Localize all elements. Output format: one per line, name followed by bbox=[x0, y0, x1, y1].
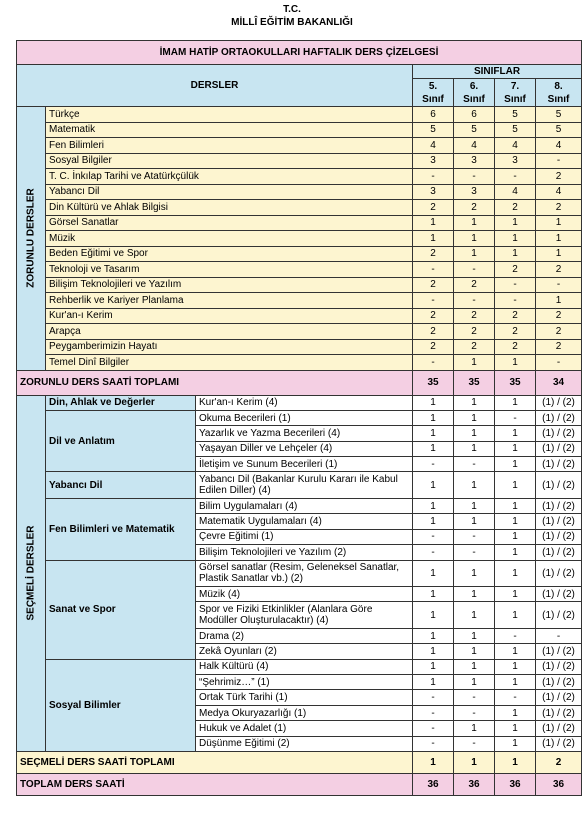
grade-value: 1 bbox=[454, 560, 495, 587]
grade-value: 3 bbox=[454, 153, 495, 169]
grade-value: 1 bbox=[413, 426, 454, 441]
grade-value: 4 bbox=[495, 184, 536, 200]
grade-value: - bbox=[495, 169, 536, 185]
table-row bbox=[17, 293, 582, 309]
grade-value: (1) / (2) bbox=[536, 705, 582, 720]
grade-value: - bbox=[495, 690, 536, 705]
grade-value: - bbox=[536, 153, 582, 169]
grade-value: - bbox=[536, 355, 582, 371]
grade-value: 1 bbox=[536, 246, 582, 262]
grade-value: - bbox=[413, 355, 454, 371]
elective-course-name: Müzik (4) bbox=[196, 587, 413, 602]
grade-value: - bbox=[536, 277, 582, 293]
course-name: Temel Dinî Bilgiler bbox=[46, 355, 413, 371]
grade-value: 5 bbox=[495, 122, 536, 138]
zorunlu-total-row bbox=[17, 370, 582, 395]
table-row bbox=[17, 153, 582, 169]
grade-value: 1 bbox=[454, 231, 495, 247]
grade-value: 1 bbox=[454, 675, 495, 690]
grade-value: 1 bbox=[495, 587, 536, 602]
grade-value: (1) / (2) bbox=[536, 441, 582, 456]
grade-value: 2 bbox=[536, 200, 582, 216]
table-row bbox=[17, 122, 582, 138]
course-name: Müzik bbox=[46, 231, 413, 247]
grade-value: 1 bbox=[495, 231, 536, 247]
grade-value: 2 bbox=[454, 339, 495, 355]
grade-value: (1) / (2) bbox=[536, 690, 582, 705]
grade-value: 2 bbox=[536, 169, 582, 185]
elective-course-name: Yaşayan Diller ve Lehçeler (4) bbox=[196, 441, 413, 456]
elective-course-name: Bilişim Teknolojileri ve Yazılım (2) bbox=[196, 545, 413, 560]
grade-value: 1 bbox=[454, 721, 495, 736]
secmeli-total-label: SEÇMELİ DERS SAATİ TOPLAMI bbox=[17, 752, 413, 774]
grade-value: (1) / (2) bbox=[536, 736, 582, 751]
grade-value: 1 bbox=[454, 410, 495, 425]
grade-value: - bbox=[454, 736, 495, 751]
grand-total-label: TOPLAM DERS SAATİ bbox=[17, 774, 413, 796]
table-row bbox=[17, 107, 582, 123]
grade-6-header bbox=[454, 79, 495, 107]
grade-value: 1 bbox=[413, 644, 454, 659]
elective-course-name: Çevre Eğitimi (1) bbox=[196, 529, 413, 544]
grade-value: (1) / (2) bbox=[536, 395, 582, 410]
category-label: Fen Bilimleri ve Matematik bbox=[46, 498, 196, 560]
course-name: Yabancı Dil bbox=[46, 184, 413, 200]
course-name: Din Kültürü ve Ahlak Bilgisi bbox=[46, 200, 413, 216]
grade-value: 1 bbox=[495, 395, 536, 410]
elective-course-name: Bilim Uygulamaları (4) bbox=[196, 498, 413, 513]
table-row bbox=[17, 308, 582, 324]
grade-value: 1 bbox=[413, 587, 454, 602]
grade-value: 1 bbox=[413, 215, 454, 231]
grade-value: - bbox=[413, 736, 454, 751]
grade-num: 7. bbox=[510, 80, 520, 92]
grade-value: (1) / (2) bbox=[536, 426, 582, 441]
grade-value: - bbox=[495, 410, 536, 425]
zorunlu-section-label bbox=[17, 107, 46, 371]
grade-value: 1 bbox=[413, 231, 454, 247]
secmeli-total-value: 2 bbox=[536, 752, 582, 774]
grade-value: 1 bbox=[454, 587, 495, 602]
grade-value: 1 bbox=[454, 246, 495, 262]
grade-value: 1 bbox=[413, 514, 454, 529]
grand-total-value: 36 bbox=[413, 774, 454, 796]
grade-8-header bbox=[536, 79, 582, 107]
category-label: Sanat ve Spor bbox=[46, 560, 196, 659]
grade-value: 1 bbox=[495, 529, 536, 544]
table-row bbox=[17, 355, 582, 371]
elective-course-name: “Şehrimiz…” (1) bbox=[196, 675, 413, 690]
grade-value: 1 bbox=[495, 246, 536, 262]
schedule-table bbox=[16, 40, 582, 796]
grade-label: Sınıf bbox=[547, 93, 570, 105]
grade-value: 1 bbox=[495, 736, 536, 751]
title-row bbox=[17, 41, 582, 65]
grade-value: 1 bbox=[413, 441, 454, 456]
grade-value: 1 bbox=[495, 457, 536, 472]
grade-value: 2 bbox=[413, 308, 454, 324]
elective-course-name: Matematik Uygulamaları (4) bbox=[196, 514, 413, 529]
category-label: Dil ve Anlatım bbox=[46, 410, 196, 472]
course-name: Arapça bbox=[46, 324, 413, 340]
course-name: Bilişim Teknolojileri ve Yazılım bbox=[46, 277, 413, 293]
grade-value: 2 bbox=[536, 339, 582, 355]
grade-value: - bbox=[413, 545, 454, 560]
grade-value: 1 bbox=[454, 659, 495, 674]
grade-value: 1 bbox=[413, 472, 454, 499]
grade-value: 1 bbox=[536, 231, 582, 247]
grade-value: - bbox=[454, 262, 495, 278]
grade-value: 4 bbox=[495, 138, 536, 154]
grade-value: (1) / (2) bbox=[536, 675, 582, 690]
table-row bbox=[17, 262, 582, 278]
elective-course-name: Düşünme Eğitimi (2) bbox=[196, 736, 413, 751]
grade-value: 1 bbox=[454, 628, 495, 643]
grade-value: 1 bbox=[495, 426, 536, 441]
course-name: Kur'an-ı Kerim bbox=[46, 308, 413, 324]
header-ministry: MİLLÎ EĞİTİM BAKANLIĞI bbox=[231, 17, 353, 28]
grade-value: 1 bbox=[495, 545, 536, 560]
grade-value: 1 bbox=[454, 395, 495, 410]
elective-course-name: Görsel sanatlar (Resim, Geleneksel Sanatlar, Plastik Sanatlar vb.) (2) bbox=[196, 560, 413, 587]
grade-value: 1 bbox=[495, 659, 536, 674]
header-row-1 bbox=[17, 65, 582, 79]
elective-course-name: İletişim ve Sunum Becerileri (1) bbox=[196, 457, 413, 472]
grade-value: - bbox=[413, 262, 454, 278]
grade-value: 1 bbox=[536, 215, 582, 231]
table-row bbox=[17, 324, 582, 340]
grand-total-row bbox=[17, 774, 582, 796]
grade-value: 1 bbox=[454, 602, 495, 629]
table-row bbox=[17, 339, 582, 355]
course-name: Sosyal Bilgiler bbox=[46, 153, 413, 169]
grade-value: 1 bbox=[495, 441, 536, 456]
grade-value: - bbox=[454, 545, 495, 560]
grade-value: 1 bbox=[495, 705, 536, 720]
dersler-header: DERSLER bbox=[17, 65, 413, 107]
course-name: Beden Eğitimi ve Spor bbox=[46, 246, 413, 262]
grade-value: 1 bbox=[495, 560, 536, 587]
elective-course-name: Drama (2) bbox=[196, 628, 413, 643]
grade-value: - bbox=[454, 529, 495, 544]
grade-value: 2 bbox=[454, 200, 495, 216]
grade-value: (1) / (2) bbox=[536, 457, 582, 472]
grade-value: 1 bbox=[454, 441, 495, 456]
grade-value: 4 bbox=[413, 138, 454, 154]
grade-value: 1 bbox=[454, 426, 495, 441]
grade-value: 1 bbox=[413, 410, 454, 425]
grade-value: - bbox=[454, 690, 495, 705]
secmeli-total-value: 1 bbox=[454, 752, 495, 774]
elective-course-name: Kur'an-ı Kerim (4) bbox=[196, 395, 413, 410]
grade-value: (1) / (2) bbox=[536, 721, 582, 736]
grade-value: 1 bbox=[413, 675, 454, 690]
grade-value: (1) / (2) bbox=[536, 472, 582, 499]
secmeli-total-value: 1 bbox=[413, 752, 454, 774]
grade-value: 2 bbox=[495, 200, 536, 216]
table-row bbox=[17, 472, 582, 499]
grade-value: 2 bbox=[454, 277, 495, 293]
zorunlu-total-value: 35 bbox=[413, 370, 454, 395]
zorunlu-total-value: 34 bbox=[536, 370, 582, 395]
course-name: Rehberlik ve Kariyer Planlama bbox=[46, 293, 413, 309]
grade-value: - bbox=[495, 293, 536, 309]
grade-value: 1 bbox=[413, 628, 454, 643]
grade-value: (1) / (2) bbox=[536, 644, 582, 659]
table-row bbox=[17, 659, 582, 674]
grade-value: 3 bbox=[413, 184, 454, 200]
zorunlu-total-label: ZORUNLU DERS SAATİ TOPLAMI bbox=[17, 370, 413, 395]
grade-value: (1) / (2) bbox=[536, 545, 582, 560]
course-name: T. C. İnkılap Tarihi ve Atatürkçülük bbox=[46, 169, 413, 185]
course-name: Teknoloji ve Tasarım bbox=[46, 262, 413, 278]
grade-value: 5 bbox=[413, 122, 454, 138]
grade-value: 2 bbox=[413, 339, 454, 355]
grade-value: 5 bbox=[536, 107, 582, 123]
course-name: Fen Bilimleri bbox=[46, 138, 413, 154]
table-row bbox=[17, 560, 582, 587]
zorunlu-section-label-text: ZORUNLU DERSLER bbox=[25, 188, 37, 288]
grade-value: (1) / (2) bbox=[536, 560, 582, 587]
grade-value: 1 bbox=[495, 498, 536, 513]
grade-value: 1 bbox=[495, 355, 536, 371]
grade-value: - bbox=[454, 293, 495, 309]
grade-value: 2 bbox=[454, 308, 495, 324]
table-row bbox=[17, 215, 582, 231]
elective-course-name: Ortak Türk Tarihi (1) bbox=[196, 690, 413, 705]
grade-value: - bbox=[454, 705, 495, 720]
grand-total-value: 36 bbox=[495, 774, 536, 796]
grade-value: 4 bbox=[454, 138, 495, 154]
elective-course-name: Spor ve Fiziki Etkinlikler (Alanlara Göre Modüller Oluşturulacaktır) (4) bbox=[196, 602, 413, 629]
table-row bbox=[17, 184, 582, 200]
grade-value: (1) / (2) bbox=[536, 514, 582, 529]
grade-value: 1 bbox=[413, 659, 454, 674]
grade-value: - bbox=[495, 628, 536, 643]
elective-course-name: Okuma Becerileri (1) bbox=[196, 410, 413, 425]
grade-5-header bbox=[413, 79, 454, 107]
elective-course-name: Zekâ Oyunları (2) bbox=[196, 644, 413, 659]
grade-num: 8. bbox=[554, 80, 563, 92]
grade-value: - bbox=[413, 457, 454, 472]
grade-value: 2 bbox=[495, 308, 536, 324]
grade-value: 1 bbox=[495, 215, 536, 231]
table-row bbox=[17, 169, 582, 185]
grade-value: 1 bbox=[413, 560, 454, 587]
grade-value: (1) / (2) bbox=[536, 587, 582, 602]
grade-value: - bbox=[495, 277, 536, 293]
course-name: Görsel Sanatlar bbox=[46, 215, 413, 231]
secmeli-section-label bbox=[17, 395, 46, 752]
course-name: Matematik bbox=[46, 122, 413, 138]
category-label: Din, Ahlak ve Değerler bbox=[46, 395, 196, 410]
siniflar-header: SINIFLAR bbox=[413, 65, 582, 79]
grade-value: 5 bbox=[454, 122, 495, 138]
grade-value: 1 bbox=[413, 602, 454, 629]
grade-value: 2 bbox=[454, 324, 495, 340]
grade-value: 2 bbox=[495, 324, 536, 340]
grade-num: 6. bbox=[469, 80, 479, 92]
grade-value: 2 bbox=[413, 246, 454, 262]
grade-value: - bbox=[454, 169, 495, 185]
zorunlu-total-value: 35 bbox=[495, 370, 536, 395]
secmeli-section-label-text: SEÇMELİ DERSLER bbox=[25, 525, 37, 621]
grade-value: 1 bbox=[495, 472, 536, 499]
table-row bbox=[17, 410, 582, 425]
grade-value: 4 bbox=[536, 184, 582, 200]
grade-value: 3 bbox=[495, 153, 536, 169]
grade-value: - bbox=[413, 705, 454, 720]
grade-value: - bbox=[536, 628, 582, 643]
grade-value: 1 bbox=[495, 721, 536, 736]
secmeli-total-value: 1 bbox=[495, 752, 536, 774]
grand-total-value: 36 bbox=[536, 774, 582, 796]
course-name: Türkçe bbox=[46, 107, 413, 123]
grade-value: 4 bbox=[536, 138, 582, 154]
grade-value: - bbox=[413, 293, 454, 309]
grade-value: 1 bbox=[454, 215, 495, 231]
grade-label: Sınıf bbox=[504, 93, 526, 105]
grade-value: 1 bbox=[454, 514, 495, 529]
grade-value: - bbox=[413, 690, 454, 705]
grade-value: 1 bbox=[495, 602, 536, 629]
grade-value: 1 bbox=[454, 472, 495, 499]
grade-value: 2 bbox=[413, 200, 454, 216]
elective-course-name: Yabancı Dil (Bakanlar Kurulu Kararı ile Kabul Edilen Diller) (4) bbox=[196, 472, 413, 499]
grade-value: - bbox=[454, 457, 495, 472]
grade-value: 6 bbox=[413, 107, 454, 123]
grade-value: 5 bbox=[536, 122, 582, 138]
grade-value: 2 bbox=[413, 277, 454, 293]
grade-value: 1 bbox=[413, 498, 454, 513]
elective-course-name: Hukuk ve Adalet (1) bbox=[196, 721, 413, 736]
table-row bbox=[17, 498, 582, 513]
grade-value: (1) / (2) bbox=[536, 529, 582, 544]
table-row bbox=[17, 200, 582, 216]
grade-value: - bbox=[413, 529, 454, 544]
table-row bbox=[17, 231, 582, 247]
grade-value: 2 bbox=[536, 324, 582, 340]
grade-value: 2 bbox=[413, 324, 454, 340]
grade-value: - bbox=[413, 169, 454, 185]
grade-value: 1 bbox=[495, 675, 536, 690]
grade-value: (1) / (2) bbox=[536, 659, 582, 674]
category-label: Sosyal Bilimler bbox=[46, 659, 196, 751]
grand-total-value: 36 bbox=[454, 774, 495, 796]
grade-value: 1 bbox=[413, 395, 454, 410]
table-title: İMAM HATİP ORTAOKULLARI HAFTALIK DERS ÇİZELGESİ bbox=[17, 41, 582, 65]
secmeli-total-row bbox=[17, 752, 582, 774]
zorunlu-total-value: 35 bbox=[454, 370, 495, 395]
grade-value: 3 bbox=[413, 153, 454, 169]
grade-value: 2 bbox=[495, 262, 536, 278]
grade-label: Sınıf bbox=[463, 93, 485, 105]
grade-value: - bbox=[413, 721, 454, 736]
table-row bbox=[17, 277, 582, 293]
course-name: Peygamberimizin Hayatı bbox=[46, 339, 413, 355]
grade-value: 1 bbox=[454, 498, 495, 513]
grade-value: 6 bbox=[454, 107, 495, 123]
grade-7-header bbox=[495, 79, 536, 107]
category-label: Yabancı Dil bbox=[46, 472, 196, 499]
grade-value: (1) / (2) bbox=[536, 602, 582, 629]
grade-value: 2 bbox=[495, 339, 536, 355]
grade-value: 3 bbox=[454, 184, 495, 200]
grade-value: 1 bbox=[495, 644, 536, 659]
grade-value: 5 bbox=[495, 107, 536, 123]
table-row bbox=[17, 246, 582, 262]
schedule-body bbox=[17, 41, 582, 796]
header-tc: T.C. bbox=[283, 4, 301, 15]
elective-course-name: Yazarlık ve Yazma Becerileri (4) bbox=[196, 426, 413, 441]
grade-label: Sınıf bbox=[422, 93, 444, 105]
table-row bbox=[17, 395, 582, 410]
grade-value: (1) / (2) bbox=[536, 410, 582, 425]
elective-course-name: Medya Okuryazarlığı (1) bbox=[196, 705, 413, 720]
grade-value: 1 bbox=[454, 644, 495, 659]
grade-value: 2 bbox=[536, 308, 582, 324]
grade-value: 1 bbox=[495, 514, 536, 529]
grade-value: 1 bbox=[536, 293, 582, 309]
elective-course-name: Halk Kültürü (4) bbox=[196, 659, 413, 674]
grade-num: 5. bbox=[428, 80, 438, 92]
grade-value: 1 bbox=[454, 355, 495, 371]
grade-value: (1) / (2) bbox=[536, 498, 582, 513]
table-row bbox=[17, 138, 582, 154]
grade-value: 2 bbox=[536, 262, 582, 278]
